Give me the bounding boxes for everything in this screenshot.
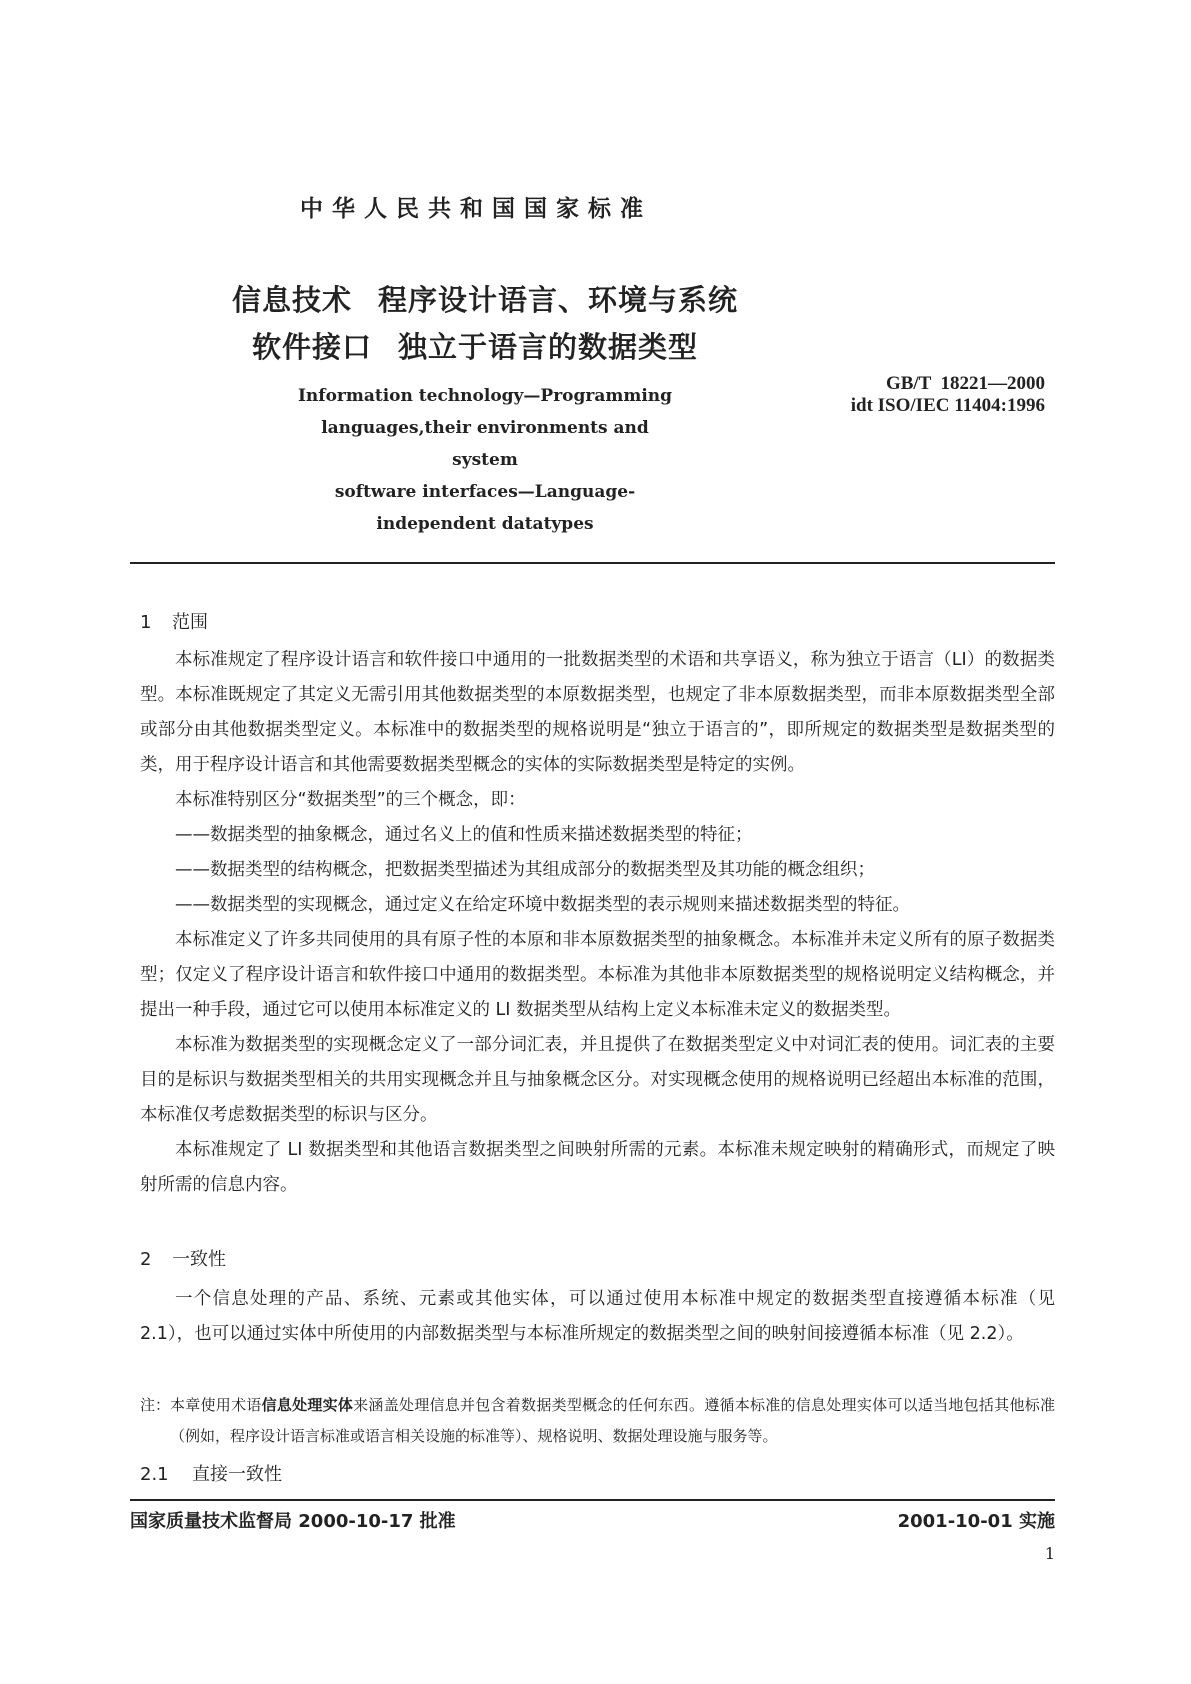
note-label: 注： [140, 1396, 171, 1414]
section-number: 2.1 [140, 1464, 169, 1485]
section-title: 直接一致性 [192, 1464, 282, 1485]
paragraph: 本标准规定了 LI 数据类型和其他语言数据类型之间映射所需的元素。本标准未规定映射的精确形式，而规定了映射所需的信息内容。 [140, 1140, 1055, 1195]
note-text-end: 来涵盖处理信息并包含着数据类型概念的任何东西。遵循本标准的信息处理实体可以适当地包括其他标准（例如，程序设计语言标准或语言相关设施的标准等）、规格说明、数据处理设施与服务等。 [170, 1396, 1055, 1445]
note-term: 信息处理实体 [261, 1396, 354, 1414]
paragraph: 本标准特别区分“数据类型”的三个概念，即： [175, 790, 526, 810]
note [140, 1390, 1055, 1452]
english-title-line: languages,their environments and system [321, 418, 649, 470]
section-title: 一致性 [172, 1249, 226, 1270]
section-2-1-heading [140, 1460, 282, 1486]
page-number: 1 [1044, 1544, 1055, 1563]
chinese-title-line1 [232, 278, 738, 319]
iso-equivalent: idt ISO/IEC 11404:1996 [850, 395, 1045, 416]
paragraph: 本标准为数据类型的实现概念定义了一部分词汇表，并且提供了在数据类型定义中对词汇表的使用。词汇表的主要目的是标识与数据类型相关的共用实现概念并且与抽象概念区分。对实现概念使用的规格说明已经超出本标准的范围，本标准仅考虑数据类型的标识与区分。 [140, 1035, 1055, 1125]
section-1-body [140, 643, 1055, 1203]
section-2-heading [140, 1245, 226, 1271]
list-item: ——数据类型的实现概念，通过定义在给定环境中数据类型的表示规则来描述数据类型的特征。 [175, 895, 910, 915]
section-number: 1 [140, 612, 152, 633]
list-item: ——数据类型的结构概念，把数据类型描述为其组成部分的数据类型及其功能的概念组织； [175, 860, 875, 880]
title-part-a: 信息技术 [232, 283, 353, 317]
title-part-b: 独立于语言的数据类型 [398, 330, 699, 364]
approval-info: 国家质量技术监督局 2000-10-17 批准 [130, 1511, 456, 1532]
english-title-line: independent datatypes [376, 514, 594, 534]
paragraph: 本标准定义了许多共同使用的具有原子性的本原和非本原数据类型的抽象概念。本标准并未定义所有的原子数据类型；仅定义了程序设计语言和软件接口中通用的数据类型。本标准为其他非本原数据类型的规格说明定义结构概念，并提出一种手段，通过它可以使用本标准定义的 LI 数据类型从结构上定义本标准未定义的数据类型。 [140, 930, 1055, 1020]
standard-number: GB/T 18221—2000 [885, 373, 1045, 394]
footer-divider [130, 1499, 1055, 1501]
paragraph: 本标准规定了程序设计语言和软件接口中通用的一批数据类型的术语和共享语义，称为独立于语言（LI）的数据类型。本标准既规定了其定义无需引用其他数据类型的本原数据类型，也规定了非本原数据类型，而非本原数据类型全部或部分由其他数据类型定义。本标准中的数据类型的规格说明是“独立于语言的”，即所规定的数据类型是数据类型的类，用于程序设计语言和其他需要数据类型概念的实体的实际数据类型是特定的实例。 [140, 650, 1055, 775]
english-title-line: software interfaces—Language- [334, 482, 636, 502]
header-divider [130, 562, 1055, 564]
national-standard-heading: 中华人民共和国国家标准 [300, 196, 652, 222]
standard-code [790, 373, 1045, 417]
note-text-start: 本章使用术语 [170, 1396, 262, 1414]
implementation-date: 2001-10-01 实施 [897, 1511, 1055, 1532]
paragraph: 一个信息处理的产品、系统、元素或其他实体，可以通过使用本标准中规定的数据类型直接遵循本标准（见 2.1），也可以通过实体中所使用的内部数据类型与本标准所规定的数据类型之间的映射间接遵循本标准（见 2.2）。 [140, 1289, 1055, 1344]
note-text [170, 1390, 1055, 1452]
section-1-heading [140, 608, 208, 634]
section-number: 2 [140, 1249, 152, 1270]
section-title: 范围 [172, 612, 208, 633]
title-part-a: 软件接口 [252, 330, 373, 364]
english-title-line: Information technology—Programming [297, 386, 673, 406]
english-title [290, 380, 680, 540]
section-2-body [140, 1282, 1055, 1352]
chinese-title-line2 [252, 325, 698, 366]
title-part-b: 程序设计语言、环境与系统 [378, 283, 739, 317]
list-item: ——数据类型的抽象概念，通过名义上的值和性质来描述数据类型的特征； [175, 825, 753, 845]
